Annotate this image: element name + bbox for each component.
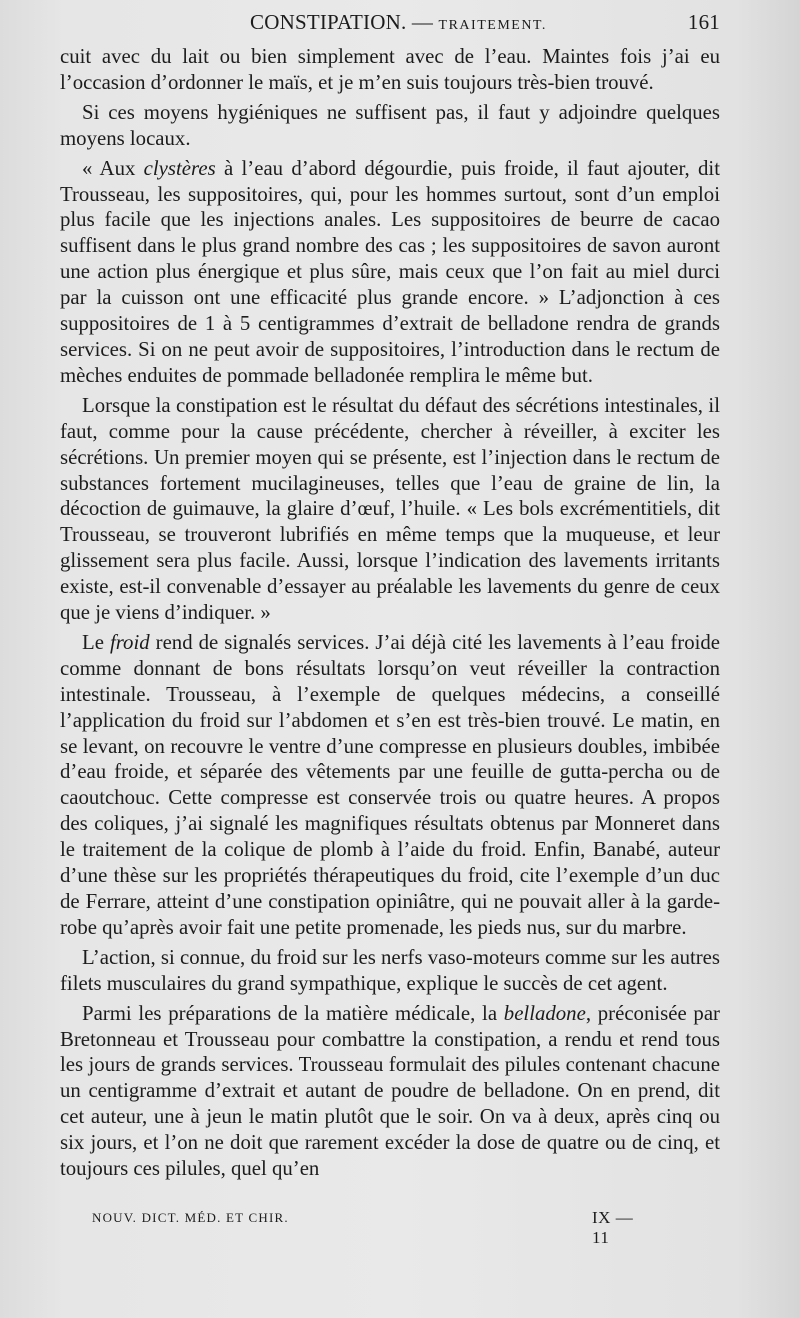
paragraph-2 — [60, 100, 720, 152]
paragraph-text: Lorsque la constipation est le résultat du défaut des sécrétions intestinales, il faut, comme pour la cause précédente, chercher à réveiller, à exciter les sécrétions. Un premier moyen qui se présente, est l’injection dans le rectum de substances fortement mucilagineuses, telles que l’eau de graine de lin, la décoction de guimauve, la glaire d’œuf, l’huile. « Les bols excrémentitiels, dit Trousseau, se trouveront lubrifiés en même temps que la muqueuse, et leur glissement sera plus facile. Aussi, lorsque l’indication des lavements irritants existe, est-il convenable d’essayer au préalable les lavements du genre de ceux que je viens d’indiquer. » — [60, 393, 720, 625]
paragraph-lead: Parmi les préparations de la matière médicale, la — [82, 1001, 504, 1025]
paragraph-text: L’action, si connue, du froid sur les nerfs vaso-moteurs comme sur les autres filets musculaires du grand sympathique, explique le succès de cet agent. — [60, 945, 721, 995]
paragraph-text: rend de signalés services. J’ai déjà cité les lavements à l’eau froide comme donnant de bons résultats lorsqu’on veut réveiller la contraction intestinale. Trousseau, à l’exemple de quelques médecins, a conseillé l’application du froid sur l’abdomen et s’en est très-bien trouvé. Le matin, en se levant, on recouvre le ventre d’une compresse en plusieurs doubles, imbibée d’eau froide, et séparée des vêtements par une feuille de gutta-percha ou de caoutchouc. Cette compresse est conservée trois ou quatre heures. A propos des coliques, j’ai signalé les magnifiques résultats obtenus par Monneret dans le traitement de la colique de plomb à l’aide du froid. Enfin, Banabé, auteur d’une thèse sur les propriétés thérapeutiques du froid, cite l’exemple d’un duc de Ferrare, atteint d’une constipation opiniâtre, qui ne pouvait aller à la garde-robe qu’après avoir fait une petite promenade, les pieds nus, sur du marbre. — [60, 630, 720, 939]
paragraph-6 — [60, 945, 720, 997]
paragraph-text: à l’eau d’abord dégourdie, puis froide, il faut ajouter, dit Trousseau, les suppositoires, qui, pour les hommes surtout, sont d’un emploi plus facile que les injections anales. Les suppositoires de beurre de cacao suffisent dans le plus grand nombre des cas ; les suppositoires de savon auront une action plus énergique et plus sûre, mais ceux que l’on fait au miel durci par la cuisson ont une efficacité plus grande encore. » L’adjonction à ces suppositoires de 1 à 5 centigrammes d’extrait de belladone rendra de grands services. Si on ne peut avoir de suppositoires, l’introduction dans le rectum de mèches enduites de pommade belladonée remplira le même but. — [60, 156, 720, 387]
page-footer — [92, 1208, 652, 1247]
page-number: 161 — [687, 10, 720, 34]
running-header — [60, 6, 720, 36]
paragraph-text: , préconisée par Bretonneau et Trousseau pour combattre la constipation, a rendu et rend tous les jours de grands services. Trousseau formulait des pilules contenant chacune un centigramme d’extrait et autant de poudre de belladone. On en prend, dit cet auteur, une à jeun le matin plutôt que le soir. On va à deux, après cinq ou six jours, et l’on ne doit que rarement excéder la dose de quatre ou de cinq, et toujours ces pilules, quel qu’en — [60, 1001, 720, 1181]
paragraph-text: cuit avec du lait ou bien simplement avec de l’eau. Maintes fois j’ai eu l’occasion d’ordonner le maïs, et je m’en suis toujours très-bien trouvé. — [60, 45, 720, 94]
header-subtitle: TRAITEMENT. — [438, 18, 547, 33]
italic-term: clystères — [143, 156, 216, 180]
paragraph-4 — [60, 393, 720, 626]
paragraph-lead: Le — [82, 630, 110, 654]
page-body — [60, 44, 720, 1182]
paragraph-1 — [60, 44, 720, 96]
printer-signature: NOUV. DICT. MÉD. ET CHIR. — [92, 1210, 289, 1225]
italic-term: belladone — [503, 1001, 586, 1025]
header-title: CONSTIPATION. — [250, 10, 407, 34]
running-title — [250, 10, 547, 35]
italic-term: froid — [109, 630, 150, 654]
paragraph-3 — [60, 156, 720, 389]
paragraph-5 — [60, 630, 720, 941]
header-separator: — — [411, 10, 434, 34]
paragraph-lead: « Aux — [82, 156, 144, 180]
paragraph-7 — [60, 1001, 720, 1182]
paragraph-text: Si ces moyens hygiéniques ne suffisent pas, il faut y adjoindre quelques moyens locaux. — [60, 100, 720, 150]
sheet-mark: IX — 11 — [592, 1208, 634, 1247]
